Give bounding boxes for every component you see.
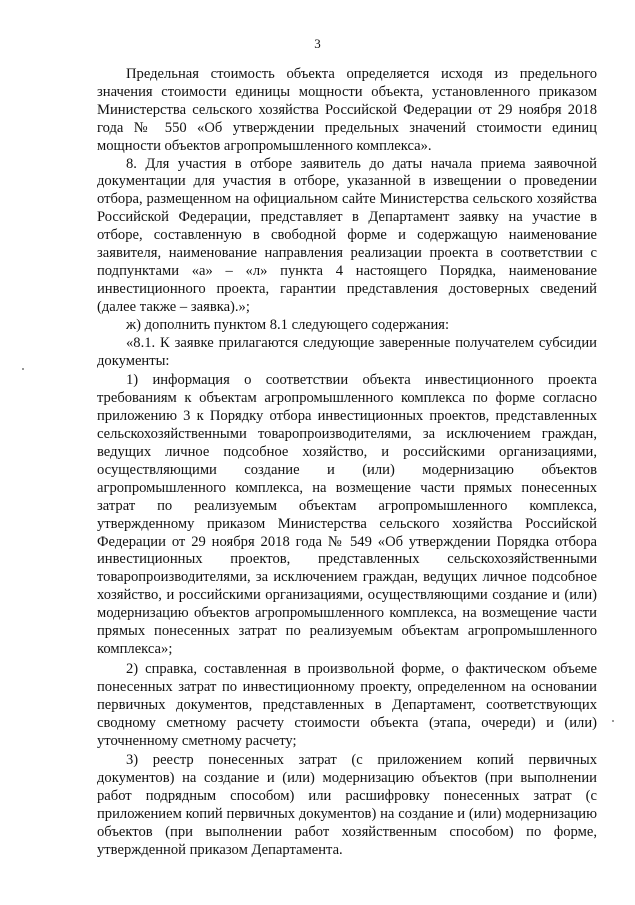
page-number: 3 — [314, 36, 321, 51]
paragraph-list-item-3: 3) реестр понесенных затрат (с приложением копий первичных документов) на создание и (или) модернизацию объектов (при выполнении работ подрядным способом) или расшифровку понесенных затрат (с приложением копий первичных документов) на создание и (или) модернизацию объектов (при выполнении работ хозяйственным способом) по форме, утвержденной приказом Департамента. — [97, 752, 597, 858]
paragraph-list-item-2: 2) справка, составленная в произвольной форме, о фактическом объеме понесенных затрат по инвестиционному проекту, определенном на основании первичных документов, представленных в Департамент, соответствующих сводному сметному расчету стоимости объекта (этапа, очереди) и (или) уточненному сметному расчету; — [97, 660, 597, 749]
paragraph-max-cost: Предельная стоимость объекта определяется исходя из предельного значения стоимости единицы мощности объекта, установленного приказом Министерства сельского хозяйства Российской Федерации от 29 ноября 2018 года № 550 «Об утверждении предельных значений стоимости единиц мощности объектов агропромышленного комплекса». — [97, 66, 597, 154]
paragraph-list-item-1: 1) информация о соответствии объекта инвестиционного проекта требованиям к объектам агропромышленного комплекса по форме согласно приложению 3 к Порядку отбора инвестиционных проектов, представленных сельскохозяйственными товаропроизводителями, за исключением граждан, ведущих личное подсобное хозяйство, и российскими организациями, осуществляющими создание и (или) модернизацию объектов агропромышленного комплекса, на возмещение части прямых понесенных затрат по реализуемым объектам агропромышленного комплекса, утвержденному приказом Министерства сельского хозяйства Российской Федерации от 29 ноября 2018 года № 549 «Об утверждении Порядка отбора инвестиционных проектов, представленных сельскохозяйственными товаропроизводителями, за исключением граждан, ведущих личное подсобное хозяйство, и российскими организациями, осуществляющими создание и (или) модернизацию объектов агропромышленного комплекса, на возмещение части прямых понесенных затрат по реализуемым объектам агропромышленного комплекса»; — [97, 372, 597, 657]
paragraph-item-8: 8. Для участия в отборе заявитель до даты начала приема заявочной документации для участия в отборе, указанной в извещении о проведении отбора, размещенном на официальном сайте Министерства сельского хозяйства Российской Федерации, представляет в Департамент заявку на участие в отборе, составленную в свободной форме и содержащую наименование заявителя, наименование направления реализации проекта в соответствии с подпунктами «а» – «л» пункта 4 настоящего Порядка, наименование инвестиционного проекта, гарантии представления достоверных сведений (далее также – заявка).»; — [97, 155, 597, 315]
paragraph-subitem-zh: ж) дополнить пунктом 8.1 следующего содержания: — [126, 316, 450, 333]
scan-speck — [612, 720, 614, 722]
paragraph-item-8-1: «8.1. К заявке прилагаются следующие заверенные получателем субсидии документы: — [97, 334, 597, 369]
document-body — [97, 66, 597, 860]
scan-speck — [22, 368, 24, 370]
